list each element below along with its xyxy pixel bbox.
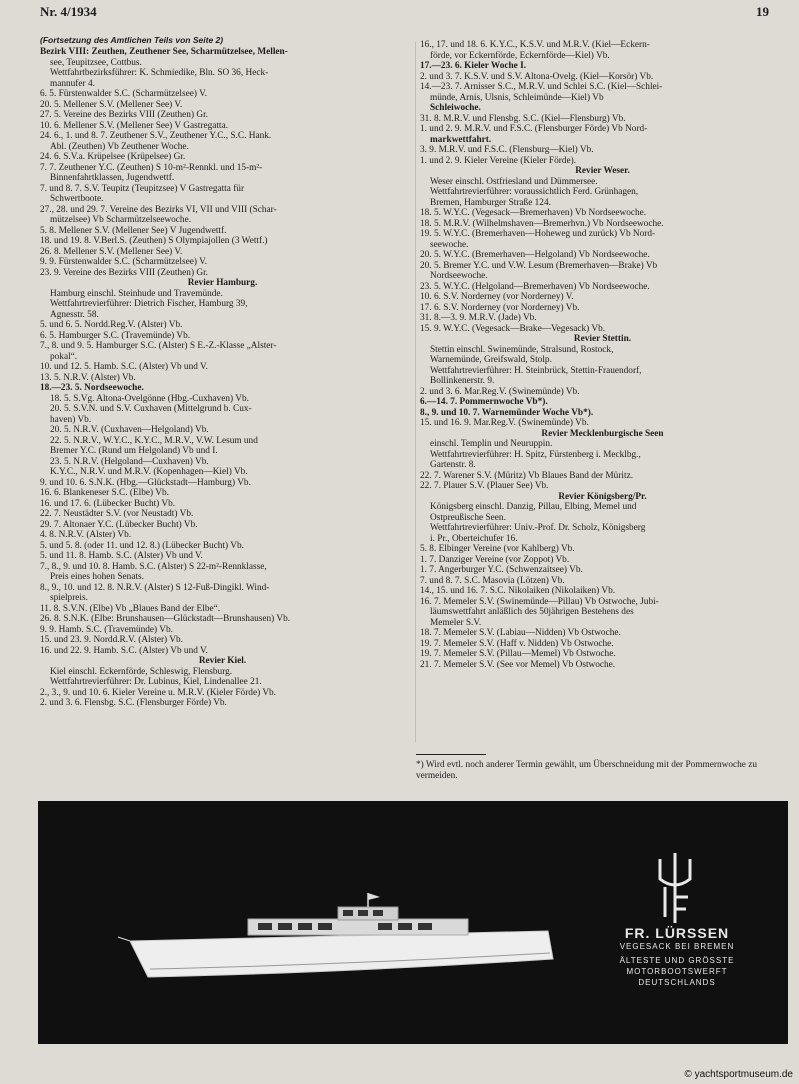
schedule-line: 17.—23. 6. Kieler Woche I. <box>420 61 527 71</box>
schedule-line: Kiel einschl. Eckernförde, Schleswig, Flensburg. <box>50 666 233 677</box>
schedule-line: 15. 9. W.Y.C. (Vegesack—Brake—Vegesack) Vb. <box>420 323 606 334</box>
schedule-line: Warnemünde, Greifswald, Stolp. <box>430 355 552 365</box>
issue-number: Nr. 4/1934 <box>40 4 97 19</box>
schedule-line: 1. und 2. 9. Kieler Vereine (Kieler Förde). <box>420 155 577 166</box>
schedule-line: Binnenfahrtklassen, Jugendwettf. <box>50 173 175 183</box>
ad-tagline-1: ÄLTESTE UND GRÖSSTE <box>619 956 735 965</box>
schedule-line: 7., 8. und 9. 5. Hamburger S.C. (Alster) S E.-Z.-Klasse „Alster- <box>40 341 277 351</box>
schedule-line: 1. 7. Angerburger Y.C. (Schwenzaitsee) Vb. <box>420 565 583 575</box>
schedule-line: 20. 5. N.R.V. (Cuxhaven—Helgoland) Vb. <box>50 425 209 435</box>
schedule-line: Agnesstr. 58. <box>50 309 99 320</box>
schedule-line: Preis eines hohen Senats. <box>50 572 144 582</box>
schedule-line: 23. 5. N.R.V. (Helgoland—Cuxhaven) Vb. <box>50 456 209 467</box>
schedule-line: haven) Vb. <box>50 414 92 425</box>
schedule-line: 4. 8. N.R.V. (Alster) Vb. <box>40 530 132 540</box>
schedule-line: 2. und 3. 6. Mar.Reg.V. (Swinemünde) Vb. <box>420 386 580 397</box>
schedule-line: Bremen, Hamburger Straße 124. <box>430 197 551 208</box>
schedule-line: 20. 5. Bremer Y.C. und V.W. Lesum (Bremerhaven—Brake) Vb <box>420 260 658 271</box>
schedule-line: Hamburg einschl. Steinhude und Travemünde. <box>50 288 223 299</box>
section-heading: Revier Königsberg/Pr. <box>558 491 647 502</box>
schedule-line: 22. 7. Plauer S.V. (Plauer See) Vb. <box>420 481 549 491</box>
schedule-line: 31. 8. M.R.V. und Flensbg. S.C. (Kiel—Flensburg) Vb. <box>420 113 626 124</box>
schedule-line: 9. 9. Fürstenwalder S.C. (Scharmützelsee) V. <box>40 257 207 267</box>
schedule-line: 26. 8. S.N.K. (Elbe: Brunshausen—Glückstadt—Brunshausen) Vb. <box>40 614 291 624</box>
schedule-line: 6.—14. 7. Pommernwoche Vb*). <box>420 397 548 407</box>
schedule-line: 8., 9., 10. und 12. 8. N.R.V. (Alster) S 12-Fuß-Dingikl. Wind- <box>40 582 270 593</box>
schedule-line: Wettfahrtrevierführer: voraussichtlich Ferd. Grünhagen, <box>430 187 639 197</box>
schedule-line: Memeler S.V. <box>430 617 482 628</box>
schedule-line: 5. und 11. 8. Hamb. S.C. (Alster) Vb und V. <box>40 551 203 561</box>
continuation-note: (Fortsetzung des Amtlichen Teils von Seite 2) <box>40 35 224 45</box>
schedule-line: seewoche. <box>430 239 469 250</box>
schedule-line: 16. und 17. 6. (Lübecker Bucht) Vb. <box>40 498 176 509</box>
schedule-line: 29. 7. Altonaer Y.C. (Lübecker Bucht) Vb. <box>40 519 198 530</box>
schedule-line: 3. 9. M.R.V. und F.S.C. (Flensburg—Kiel) Vb. <box>420 145 594 155</box>
schedule-line: 9. 9. Hamb. S.C. (Travemünde) Vb. <box>40 624 173 635</box>
schedule-line: 5. und 5. 8. (oder 11. und 12. 8.) (Lübecker Bucht) Vb. <box>40 540 244 551</box>
schedule-line: 15. und 23. 9. Nordd.R.V. (Alster) Vb. <box>40 635 183 645</box>
schedule-line: i. Pr., Oberteichufer 16. <box>430 533 518 544</box>
schedule-line: Ostpreußische Seen. <box>430 512 506 523</box>
schedule-line: 31. 8.—3. 9. M.R.V. (Jade) Vb. <box>420 313 537 323</box>
schedule-line: 23. 9. Vereine des Bezirks VIII (Zeuthen) Gr. <box>40 267 208 278</box>
schedule-line: 27. 5. Vereine des Bezirks VIII (Zeuthen) Gr. <box>40 110 208 120</box>
schedule-line: Schwertboote. <box>50 194 104 204</box>
schedule-line: 19. 7. Memeler S.V. (Pillau—Memel) Vb Ostwoche. <box>420 649 616 659</box>
footnote-rule <box>416 754 486 755</box>
schedule-line: 24. 6. S.V.a. Krüpelsee (Krüpelsee) Gr. <box>40 152 186 162</box>
schedule-line: 6. 5. Fürstenwalder S.C. (Scharmützelsee) V. <box>40 89 207 99</box>
schedule-line: Königsberg einschl. Danzig, Pillau, Elbing, Memel und <box>430 502 637 512</box>
schedule-line: 21. 7. Memeler S.V. (See vor Memel) Vb Ostwoche. <box>420 659 616 670</box>
schedule-line: 11. 8. S.V.N. (Elbe) Vb „Blaues Band der Elbe“. <box>40 603 221 614</box>
advertisement <box>38 801 788 1044</box>
schedule-line: 1. 7. Danziger Vereine (vor Zoppot) Vb. <box>420 554 570 565</box>
schedule-line: Wettfahrtbezirksführer: K. Schmiedike, Bln. SO 36, Heck- <box>50 68 269 78</box>
schedule-line: münde, Arnis, Ulsnis, Schleimünde—Kiel) Vb <box>430 92 604 103</box>
schedule-line: 13. 5. N.R.V. (Alster) Vb. <box>40 372 136 383</box>
motor-yacht-illustration <box>118 893 553 977</box>
schedule-line: 6. 5. Hamburger S.C. (Travemünde) Vb. <box>40 330 191 341</box>
schedule-line: markwettfahrt. <box>430 134 492 145</box>
schedule-line: förde, vor Eckernförde, Eckernförde—Kiel) Vb. <box>430 50 610 61</box>
schedule-line: Bezirk VIII: Zeuthen, Zeuthener See, Scharmützelsee, Mellen- <box>40 47 288 57</box>
schedule-line: Wettfahrtrevierführer: Dr. Lubinus, Kiel, Lindenallee 21. <box>50 677 262 687</box>
schedule-line: 7. 7. Zeuthener Y.C. (Zeuthen) S 10-m²-Rennkl. und 15-m²- <box>40 162 263 173</box>
schedule-line: Bremer Y.C. (Rund um Helgoland) Vb und I. <box>50 446 218 456</box>
schedule-line: 19. 5. W.Y.C. (Bremerhaven—Hoheweg und zurück) Vb Nord- <box>420 229 656 239</box>
ad-brand-name: FR. LÜRSSEN <box>624 925 730 941</box>
schedule-line: 26. 8. Mellener S.V. (Mellener See) V. <box>40 246 183 257</box>
schedule-line: K.Y.C., N.R.V. und M.R.V. (Kopenhagen—Kiel) Vb. <box>50 467 248 477</box>
schedule-line: 16. und 22. 9. Hamb. S.C. (Alster) Vb und V. <box>40 645 208 656</box>
schedule-line: mützelsee) Vb Scharmützelseewoche. <box>50 215 192 225</box>
ad-tagline-3: DEUTSCHLANDS <box>638 978 716 987</box>
schedule-line: 10. 6. Mellener S.V. (Mellener See) V Gastregatta. <box>40 120 228 131</box>
schedule-line: 2., 3., 9. und 10. 6. Kieler Vereine u. M.R.V. (Kieler Förde) Vb. <box>40 687 277 698</box>
schedule-line: Abl. (Zeuthen) Vb Zeuthener Woche. <box>50 141 189 152</box>
schedule-line: Wettfahrtrevierführer: Univ.-Prof. Dr. Scholz, Königsberg <box>430 523 646 533</box>
schedule-line: see, Teupitzsee, Cottbus. <box>50 57 142 68</box>
schedule-line: 1. und 2. 9. M.R.V. und F.S.C. (Flensburger Förde) Vb Nord- <box>420 124 648 134</box>
schedule-line: Wettfahrtrevierführer: Dietrich Fischer, Hamburg 39, <box>50 299 248 309</box>
schedule-line: 16., 17. und 18. 6. K.Y.C., K.S.V. und M.R.V. (Kiel—Eckern- <box>420 40 650 50</box>
schedule-line: 5. 8. Mellener S.V. (Mellener See) V Jugendwettf. <box>40 225 227 236</box>
schedule-line: 5. und 6. 5. Nordd.Reg.V. (Alster) Vb. <box>40 320 183 330</box>
ad-illustration <box>38 801 788 1044</box>
schedule-line: 14.—23. 7. Arnisser S.C., M.R.V. und Schlei S.C. (Kiel—Schlei- <box>420 82 663 92</box>
schedule-line: pokal“. <box>50 351 78 362</box>
schedule-line: Wettfahrtrevierführer: H. Spitz, Fürstenberg i. Mecklbg., <box>430 449 641 460</box>
schedule-line: 19. 7. Memeler S.V. (Haff v. Nidden) Vb Ostwoche. <box>420 638 614 649</box>
watermark: © yachtsportmuseum.de <box>684 1069 793 1080</box>
schedule-line: 7., 8., 9. und 10. 8. Hamb. S.C. (Alster) S 22-m²-Rennklasse, <box>40 561 267 572</box>
footnote: *) Wird evtl. noch anderer Termin gewählt, um Überschneidung mit der Pommernwoche zu vermeiden. <box>416 760 757 781</box>
luerssen-logo-icon <box>660 853 690 923</box>
schedule-line: 18. 7. Memeler S.V. (Labiau—Nidden) Vb Ostwoche. <box>420 628 621 638</box>
schedule-line: 22. 7. Warener S.V. (Müritz) Vb Blaues Band der Müritz. <box>420 470 634 481</box>
schedule-line: 5. 8. Elbinger Vereine (vor Kahlberg) Vb. <box>420 544 575 554</box>
schedule-line: 16. 7. Memeler S.V. (Swinemünde—Pillau) Vb Ostwoche, Jubi- <box>420 596 659 607</box>
left-column <box>40 47 405 709</box>
schedule-line: läumswettfahrt anläßlich des 50jährigen Bestehens des <box>430 607 634 617</box>
schedule-line: 16. 6. Blankeneser S.C. (Elbe) Vb. <box>40 488 169 498</box>
right-column <box>420 40 785 670</box>
schedule-line: 18. und 19. 8. V.Berl.S. (Zeuthen) S Olympiajollen (3 Wettf.) <box>40 236 268 246</box>
schedule-line: 20. 5. S.V.N. und S.V. Cuxhaven (Mittelgrund b. Cux- <box>50 404 252 414</box>
schedule-line: 23. 5. W.Y.C. (Helgoland—Bremerhaven) Vb Nordseewoche. <box>420 281 650 292</box>
schedule-line: Wettfahrtrevierführer: H. Steinbrück, Stettin-Frauendorf, <box>430 365 642 376</box>
schedule-line: 20. 5. W.Y.C. (Bremerhaven—Helgoland) Vb Nordseewoche. <box>420 250 650 260</box>
schedule-line: 10. 6. S.V. Norderney (vor Norderney) V. <box>420 292 574 302</box>
schedule-line: Gartenstr. 8. <box>430 460 476 470</box>
ad-tagline-2: MOTORBOOTSWERFT <box>626 967 728 976</box>
schedule-line: 9. und 10. 6. S.N.K. (Hbg.—Glückstadt—Hamburg) Vb. <box>40 477 251 488</box>
schedule-line: Bollinkenerstr. 9. <box>430 376 495 386</box>
schedule-line: 7. und 8. 7. S.V. Teupitz (Teupitzsee) V Gastregatta für <box>40 183 245 194</box>
ad-location: VEGESACK BEI BREMEN <box>619 942 735 951</box>
schedule-line: 27., 28. und 29. 7. Vereine des Bezirks VI, VII und VIII (Schar- <box>40 204 277 215</box>
schedule-line: 7. und 8. 7. S.C. Masovia (Lötzen) Vb. <box>420 575 565 586</box>
column-divider <box>415 42 416 742</box>
schedule-line: 10. und 12. 5. Hamb. S.C. (Alster) Vb und V. <box>40 362 208 372</box>
section-heading: Revier Mecklenburgische Seen <box>541 428 664 439</box>
schedule-line: 20. 5. Mellener S.V. (Mellener See) V. <box>40 99 183 110</box>
schedule-line: 14., 15. und 16. 7. S.C. Nikolaiken (Nikolaiken) Vb. <box>420 586 616 596</box>
schedule-line: einschl. Templin und Neuruppin. <box>430 439 553 449</box>
schedule-line: 2. und 3. 6. Flensbg. S.C. (Flensburger Förde) Vb. <box>40 698 227 708</box>
schedule-line: mannufer 4. <box>50 78 95 89</box>
section-heading: Revier Stettin. <box>573 334 632 344</box>
schedule-line: 17. 6. S.V. Norderney (vor Norderney) Vb. <box>420 302 580 313</box>
schedule-line: 18. 5. W.Y.C. (Vegesack—Bremerhaven) Vb Nordseewoche. <box>420 208 647 218</box>
schedule-line: 24. 6., 1. und 8. 7. Zeuthener S.V., Zeuthener Y.C., S.C. Hank. <box>40 131 272 141</box>
schedule-line: Schleiwoche. <box>430 103 481 113</box>
schedule-line: 22. 7. Neustädter S.V. (vor Neustadt) Vb. <box>40 509 194 519</box>
section-heading: Revier Kiel. <box>198 656 247 666</box>
schedule-line: 18. 5. M.R.V. (Wilhelmshaven—Bremerhvn.) Vb Nordseewoche. <box>420 218 664 229</box>
ad-brand-block <box>612 925 742 988</box>
schedule-line: Nordseewoche. <box>430 271 488 281</box>
schedule-line: 2. und 3. 7. K.S.V. und S.V. Altona-Övelg. (Kiel—Korsör) Vb. <box>420 71 654 82</box>
section-heading: Revier Weser. <box>575 166 630 176</box>
schedule-line: 22. 5. N.R.V., W.Y.C., K.Y.C., M.R.V., V.W. Lesum und <box>50 435 258 446</box>
schedule-line: spielpreis. <box>50 593 88 603</box>
section-heading: Revier Hamburg. <box>187 278 258 288</box>
schedule-line: 18. 5. S.Vg. Altona-Övelgönne (Hbg.-Cuxhaven) Vb. <box>50 393 249 404</box>
schedule-line: Stettin einschl. Swinemünde, Stralsund, Rostock, <box>430 344 614 355</box>
schedule-line: 15. und 16. 9. Mar.Reg.V. (Swinemünde) Vb. <box>420 418 589 428</box>
schedule-line: 8., 9. und 10. 7. Warnemünder Woche Vb*). <box>420 407 594 418</box>
page-number: 19 <box>756 4 769 19</box>
schedule-line: Weser einschl. Ostfriesland und Dümmersee. <box>430 176 598 187</box>
schedule-line: 18.—23. 5. Nordseewoche. <box>40 383 144 393</box>
